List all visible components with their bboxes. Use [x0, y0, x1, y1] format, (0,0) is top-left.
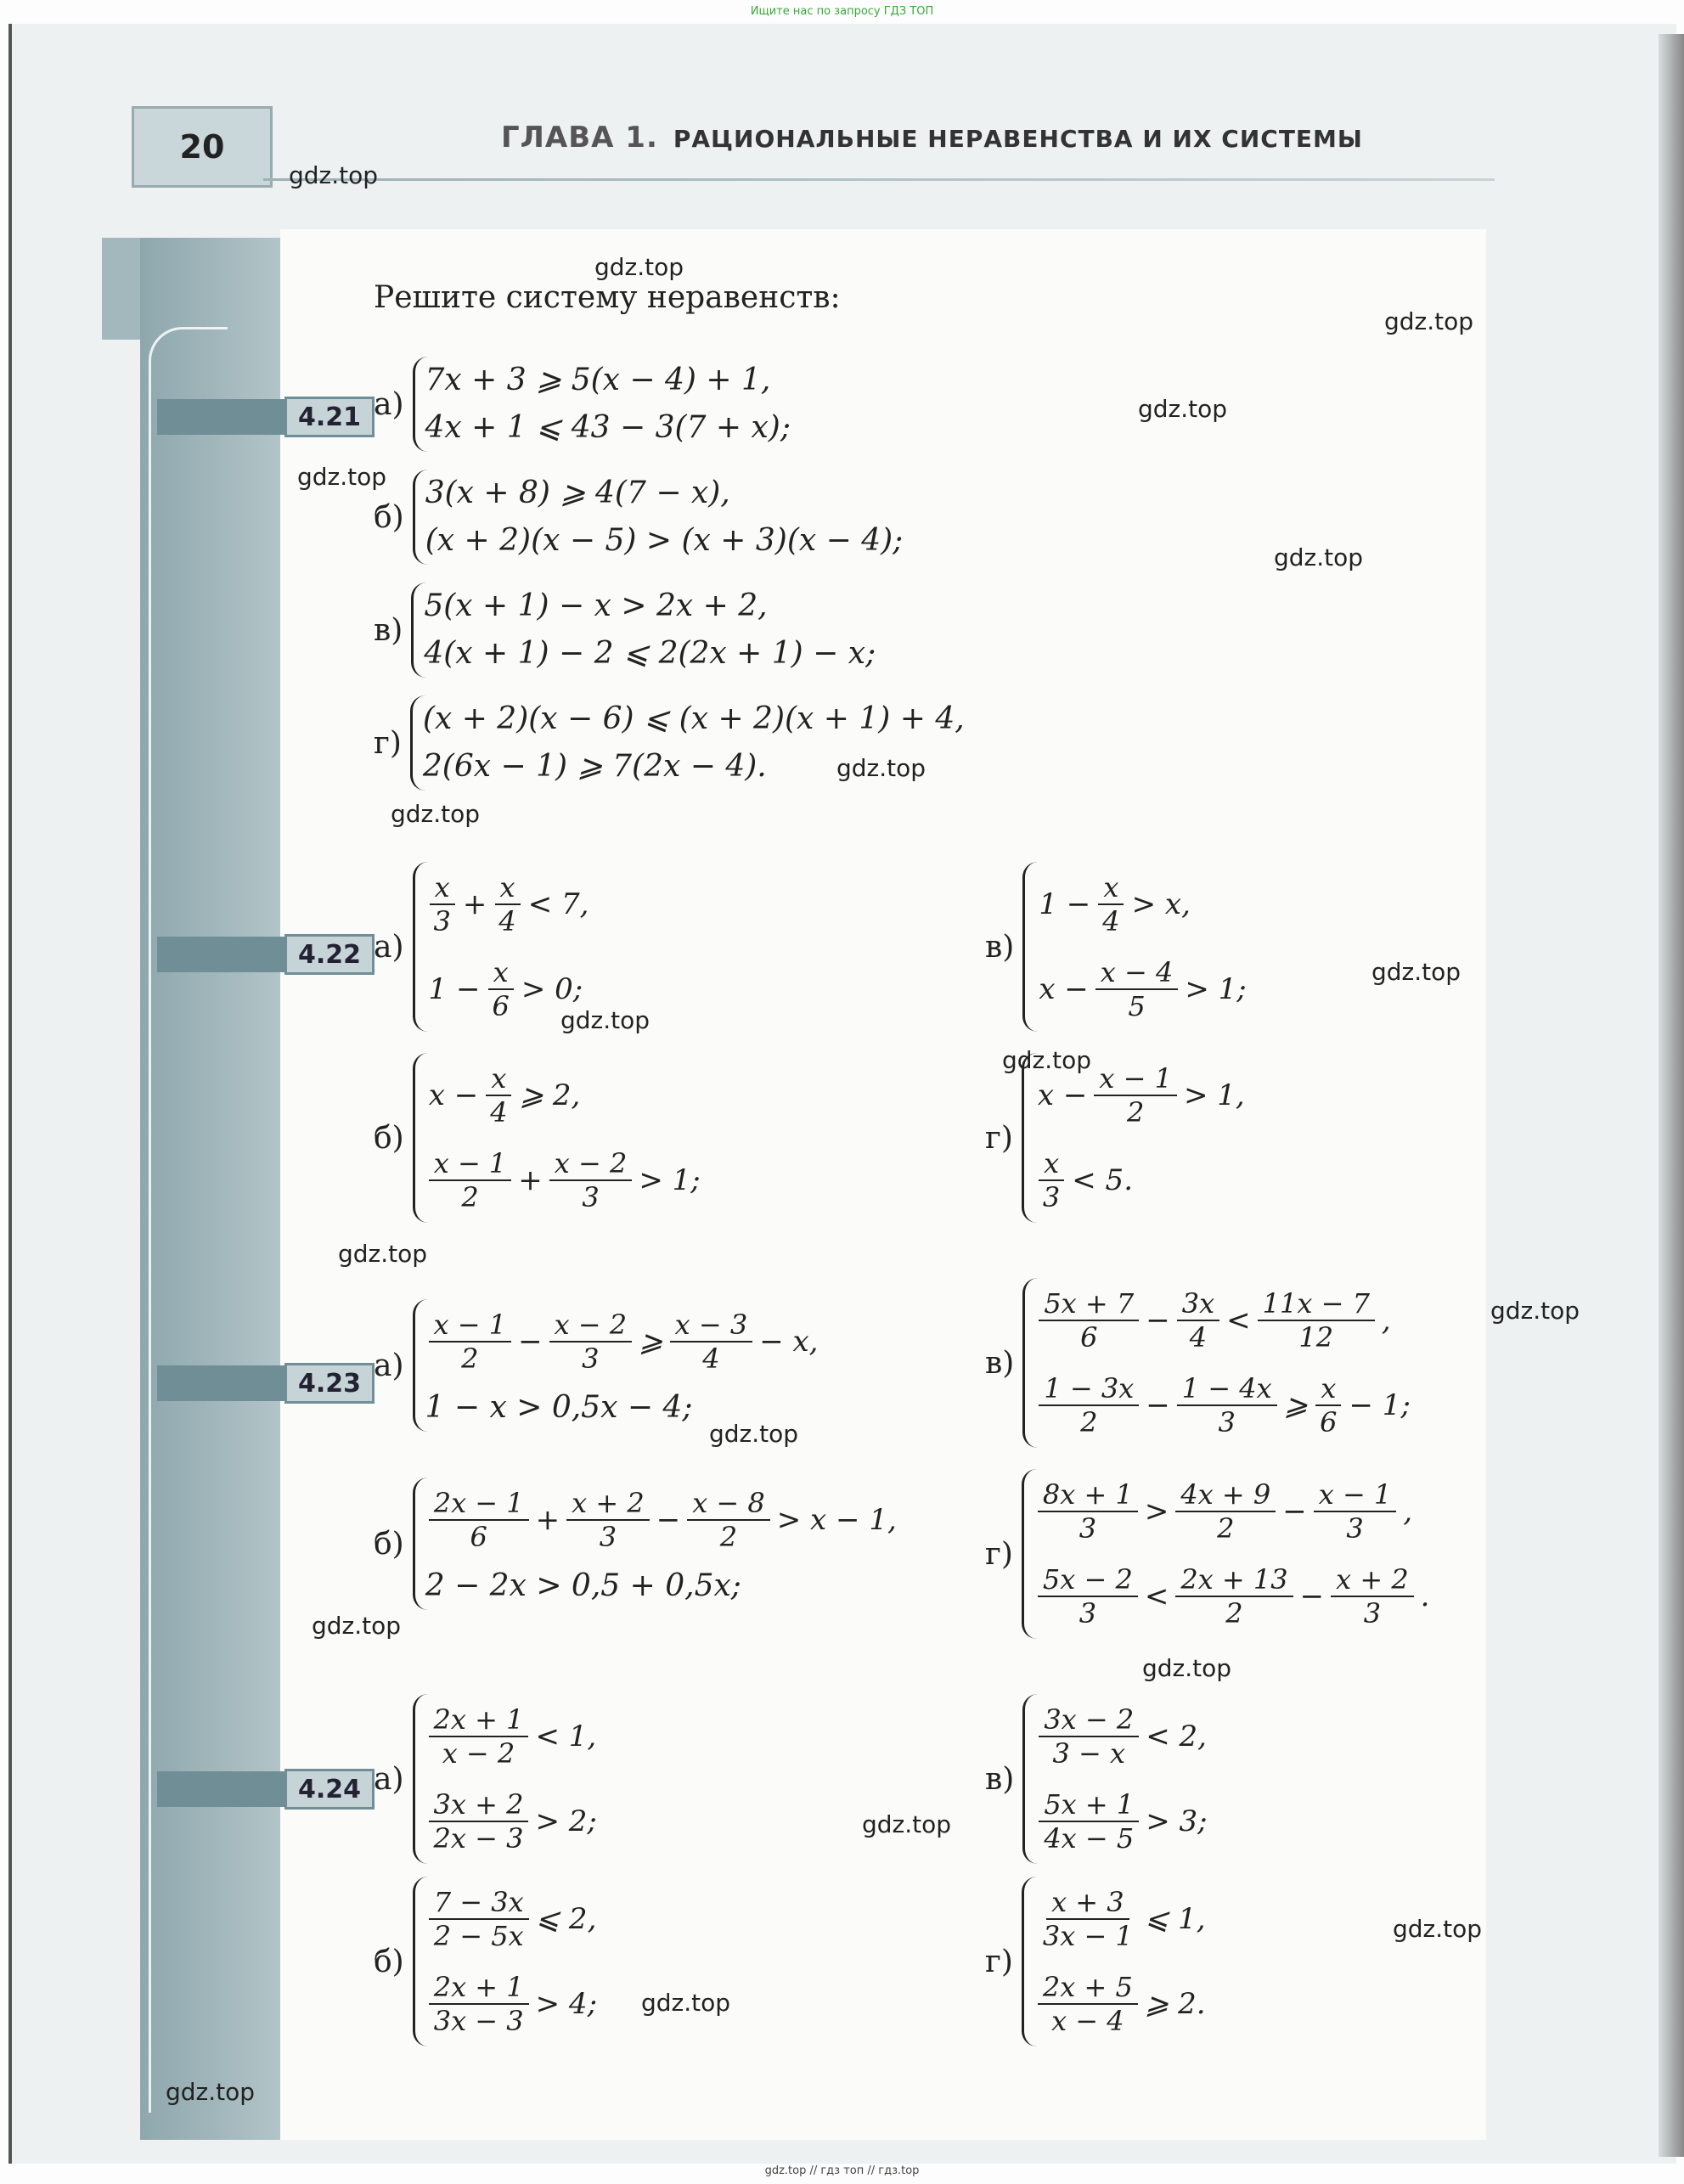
operator: −	[1299, 1579, 1325, 1613]
inequality: 5(x + 1) − x > 2x + 2,	[424, 588, 768, 623]
content-curve	[149, 327, 228, 2113]
inequality: 2(6x − 1) ⩾ 7(2x − 4).	[422, 749, 767, 784]
problem-number: 4.22	[284, 934, 375, 975]
inequality	[1035, 1779, 1210, 1864]
numerator: 2x + 1	[429, 1971, 529, 2005]
top-search-hint[interactable]: Ищите нас по запросу ГДЗ ТОП	[750, 5, 934, 18]
inequality-head: x −	[1039, 972, 1089, 1006]
inequality	[1035, 1278, 1414, 1363]
fraction	[1094, 1062, 1177, 1129]
fraction	[1095, 956, 1179, 1022]
system-brace	[413, 1478, 900, 1610]
inequality	[425, 1877, 600, 1962]
numerator: x − 2	[549, 1147, 633, 1181]
denominator: 6	[1320, 1406, 1338, 1438]
watermark: gdz.top	[1142, 1654, 1232, 1682]
part-label: б)	[374, 1944, 404, 1979]
fraction	[429, 1971, 529, 2037]
fraction	[1175, 1478, 1276, 1545]
numerator: 2x + 13	[1175, 1563, 1293, 1597]
denominator: 3x − 3	[433, 2005, 524, 2037]
system-4-23-g	[985, 1469, 1433, 1639]
operator: +	[535, 1503, 560, 1537]
denominator: 3	[1079, 1597, 1097, 1630]
fraction	[1038, 1563, 1138, 1630]
header-rule	[263, 178, 1495, 181]
inequality	[1034, 1138, 1248, 1223]
fraction	[429, 1788, 529, 1855]
watermark: gdz.top	[1371, 958, 1462, 986]
denominator: 2x − 3	[433, 1822, 524, 1855]
denominator: 2	[1217, 1512, 1235, 1545]
inequality	[425, 1694, 600, 1779]
inequality-tail: ⩽ 2,	[535, 1902, 597, 1936]
part-label: а)	[374, 929, 404, 965]
system-4-23-v	[985, 1278, 1414, 1448]
inequality	[425, 862, 593, 947]
system-brace	[1022, 1278, 1414, 1448]
inequality-tail: > 0;	[521, 972, 583, 1006]
denominator: x − 4	[1051, 2005, 1124, 2037]
denominator: 3	[582, 1342, 600, 1375]
operator: <	[1144, 1579, 1169, 1613]
denominator: 3	[1042, 1181, 1061, 1213]
inequality-tail: ⩽ 1,	[1144, 1902, 1206, 1936]
system-4-24-b	[374, 1877, 600, 2046]
fraction	[1038, 1886, 1138, 1952]
fraction	[1038, 1478, 1138, 1545]
inequality-tail: > x − 1,	[776, 1503, 897, 1537]
part-label: б)	[374, 1526, 404, 1562]
system-4-22-a	[374, 862, 592, 1032]
operator: ⩾	[639, 1325, 663, 1359]
inequality-head: x −	[1037, 1078, 1088, 1112]
numerator: x	[1315, 1372, 1341, 1406]
denominator: 6	[470, 1521, 487, 1553]
operator: −	[656, 1503, 681, 1537]
inequality-tail: .	[1420, 1579, 1430, 1613]
numerator: x	[486, 1062, 511, 1096]
numerator: x − 1	[429, 1309, 512, 1342]
inequality	[425, 1053, 704, 1138]
part-label: в)	[374, 612, 403, 648]
system-4-22-v	[985, 862, 1250, 1032]
fraction	[549, 1147, 633, 1213]
fraction	[429, 1487, 529, 1553]
inequality	[425, 1962, 600, 2046]
inequality: 1 − x > 0,5x − 4;	[425, 1390, 693, 1425]
operator: ⩾	[1283, 1388, 1309, 1422]
part-label: б)	[374, 499, 404, 535]
system-brace	[1022, 1694, 1210, 1864]
system-brace	[411, 583, 876, 678]
numerator: 1 − 4x	[1177, 1372, 1277, 1406]
inequality-tail: < 2,	[1146, 1720, 1207, 1753]
numerator: 5x − 2	[1038, 1563, 1138, 1597]
system-4-22-b	[374, 1053, 704, 1223]
numerator: 5x + 7	[1039, 1287, 1139, 1321]
fraction	[487, 956, 514, 1022]
system-4-22-g	[985, 1053, 1248, 1223]
part-label: в)	[985, 929, 1015, 965]
part-label: г)	[374, 725, 402, 761]
inequality	[1034, 1554, 1433, 1639]
numerator: x − 4	[1095, 956, 1179, 990]
denominator: 4	[490, 1096, 508, 1129]
instruction-text: Решите систему неравенств:	[374, 280, 841, 315]
inequality-tail: ,	[1381, 1303, 1391, 1337]
operator: >	[1144, 1494, 1169, 1528]
watermark: gdz.top	[1002, 1046, 1092, 1074]
page-edge	[1659, 34, 1684, 2157]
bottom-site-links[interactable]: gdz.top // гдз топ // гдз.top	[764, 2164, 920, 2177]
watermark: gdz.top	[641, 1989, 731, 2017]
operator: <	[1226, 1303, 1251, 1337]
watermark: gdz.top	[391, 800, 481, 828]
inequality	[1035, 1363, 1414, 1448]
numerator: x + 3	[1046, 1886, 1129, 1920]
watermark: gdz.top	[709, 1420, 799, 1448]
inequality-tail: > 4;	[535, 1987, 598, 2021]
system-brace	[1022, 1877, 1209, 2046]
numerator: 3x	[1177, 1287, 1219, 1321]
numerator: x − 2	[549, 1309, 633, 1342]
fraction	[1175, 1563, 1293, 1630]
part-label: а)	[374, 1761, 404, 1797]
denominator: 12	[1298, 1321, 1334, 1354]
inequality-tail: ⩾ 2.	[1144, 1987, 1206, 2021]
system-4-21-a	[374, 357, 791, 452]
system-4-24-g	[985, 1877, 1209, 2046]
system-4-24-a	[374, 1694, 600, 1864]
numerator: x + 2	[566, 1487, 650, 1521]
denominator: 2	[719, 1521, 738, 1553]
numerator: 2x − 1	[429, 1487, 529, 1521]
fraction	[485, 1062, 512, 1129]
system-brace	[413, 1053, 704, 1223]
denominator: 4	[498, 905, 516, 937]
part-label: а)	[374, 386, 404, 422]
inequality: (x + 2)(x − 5) > (x + 3)(x − 4);	[425, 523, 904, 558]
part-label: а)	[374, 1348, 404, 1383]
problem-tag-bar	[157, 1771, 284, 1807]
page-number: 20	[179, 128, 225, 166]
inequality-tail: − 1;	[1349, 1388, 1411, 1422]
system-4-21-b	[374, 470, 903, 565]
inequality: 3(x + 8) ⩾ 4(7 − x),	[425, 476, 730, 510]
inequality-head: x −	[428, 1078, 479, 1112]
system-4-23-b	[374, 1478, 900, 1610]
watermark: gdz.top	[1384, 307, 1474, 335]
denominator: 4	[702, 1342, 720, 1375]
inequality-head: 1 −	[428, 972, 481, 1006]
page-number-box	[132, 106, 273, 188]
numerator: 5x + 1	[1039, 1788, 1139, 1822]
fraction	[429, 1147, 512, 1213]
fraction	[1039, 1287, 1139, 1354]
watermark: gdz.top	[1393, 1915, 1483, 1943]
inequality-tail: ,	[1403, 1494, 1413, 1528]
inequality	[425, 1138, 704, 1223]
fraction	[1315, 1372, 1342, 1438]
denominator: 6	[1080, 1321, 1098, 1354]
system-brace	[413, 357, 791, 452]
fraction	[493, 871, 521, 937]
problem-number: 4.24	[284, 1769, 375, 1810]
watermark: gdz.top	[1490, 1297, 1580, 1325]
numerator: 3x − 2	[1039, 1703, 1139, 1737]
numerator: 2x + 5	[1038, 1971, 1138, 2005]
inequality	[1035, 862, 1249, 947]
fraction	[566, 1487, 650, 1553]
inequality-tail: < 5.	[1072, 1163, 1134, 1197]
denominator: 4x − 5	[1044, 1822, 1135, 1855]
watermark: gdz.top	[836, 754, 926, 782]
inequality-tail: > 1,	[1183, 1078, 1245, 1112]
inequality	[1035, 947, 1249, 1032]
denominator: 6	[492, 990, 510, 1022]
denominator: 3 − x	[1052, 1737, 1126, 1770]
inequality	[425, 1478, 900, 1562]
inequality-tail: > 1;	[639, 1163, 701, 1197]
watermark: gdz.top	[289, 161, 379, 189]
denominator: 3	[433, 905, 451, 937]
system-brace	[413, 1694, 600, 1864]
inequality	[1034, 1469, 1433, 1554]
inequality-tail: > 1;	[1185, 972, 1247, 1006]
part-label: в)	[985, 1761, 1015, 1797]
inequality-head: 1 −	[1039, 887, 1091, 921]
numerator: 11x − 7	[1258, 1287, 1375, 1321]
fraction	[1097, 871, 1124, 937]
numerator: x − 1	[1314, 1478, 1397, 1512]
fraction	[429, 1703, 529, 1770]
problem-tag-bar	[157, 937, 284, 972]
numerator: x	[488, 956, 514, 990]
watermark: gdz.top	[594, 253, 684, 281]
operator: −	[1146, 1388, 1170, 1422]
watermark: gdz.top	[297, 463, 387, 491]
system-4-21-v	[374, 583, 876, 678]
denominator: 2 − 5x	[433, 1920, 524, 1952]
watermark: gdz.top	[862, 1810, 952, 1838]
denominator: 3	[1363, 1597, 1382, 1630]
denominator: 3	[1346, 1512, 1364, 1545]
denominator: 2	[461, 1342, 479, 1375]
watermark: gdz.top	[1138, 395, 1228, 423]
inequality	[1035, 1694, 1210, 1779]
system-brace	[1022, 862, 1249, 1032]
chapter-label: ГЛАВА 1.	[501, 121, 658, 155]
fraction	[1039, 1372, 1139, 1438]
numerator: x − 3	[670, 1309, 753, 1342]
numerator: 1 − 3x	[1039, 1372, 1139, 1406]
problem-number: 4.23	[284, 1363, 375, 1404]
inequality	[425, 1299, 822, 1384]
denominator: 3	[599, 1521, 617, 1553]
inequality	[1034, 1877, 1209, 1962]
operator: −	[1146, 1303, 1170, 1337]
watermark: gdz.top	[312, 1612, 402, 1640]
numerator: x	[1098, 871, 1124, 905]
denominator: 2	[1225, 1597, 1243, 1630]
problem-tag-bar	[157, 399, 284, 435]
system-brace	[413, 1877, 600, 2046]
denominator: x − 2	[442, 1737, 515, 1770]
fraction	[1038, 1971, 1138, 2037]
numerator: x + 2	[1331, 1563, 1414, 1597]
inequality: 7x + 3 ⩾ 5(x − 4) + 1,	[425, 363, 771, 397]
numerator: x	[430, 871, 455, 905]
inequality-tail: > 3;	[1146, 1804, 1208, 1838]
system-4-24-v	[985, 1694, 1211, 1864]
chapter-title: РАЦИОНАЛЬНЫЕ НЕРАВЕНСТВА И ИХ СИСТЕМЫ	[673, 125, 1363, 153]
inequality-tail: − x,	[759, 1325, 819, 1359]
part-label: б)	[374, 1120, 404, 1156]
denominator: 4	[1102, 905, 1120, 937]
problem-tag-4-23	[157, 1363, 375, 1404]
inequality-tail: < 1,	[535, 1720, 597, 1753]
inequality-tail: > 2;	[535, 1804, 597, 1838]
denominator: 3	[1079, 1512, 1097, 1545]
fraction	[1331, 1563, 1414, 1630]
denominator: 4	[1189, 1321, 1208, 1354]
operator: −	[1282, 1494, 1307, 1528]
inequality: 4(x + 1) − 2 ⩽ 2(2x + 1) − x;	[424, 636, 876, 671]
numerator: 4x + 9	[1175, 1478, 1276, 1512]
inequality: 4x + 1 ⩽ 43 − 3(7 + x);	[425, 410, 791, 445]
inequality	[425, 1779, 600, 1864]
fraction	[1177, 1372, 1277, 1438]
fraction	[1177, 1287, 1219, 1354]
denominator: 5	[1128, 990, 1146, 1022]
inequality: (x + 2)(x − 6) ⩽ (x + 2)(x + 1) + 4,	[422, 701, 965, 736]
operator: −	[518, 1325, 543, 1359]
watermark: gdz.top	[560, 1006, 651, 1034]
fraction	[429, 1309, 512, 1375]
watermark: gdz.top	[166, 2078, 256, 2106]
numerator: 2x + 1	[429, 1703, 529, 1737]
denominator: 3x − 1	[1042, 1920, 1133, 1952]
inequality-tail: ⩾ 2,	[519, 1078, 581, 1112]
numerator: x − 1	[1094, 1062, 1177, 1096]
system-brace	[1022, 1053, 1248, 1223]
inequality	[1034, 1962, 1209, 2046]
fraction	[549, 1309, 633, 1375]
fraction	[1038, 1147, 1065, 1213]
denominator: 2	[1080, 1406, 1098, 1438]
system-brace	[413, 470, 904, 565]
system-brace	[413, 1299, 822, 1432]
numerator: 8x + 1	[1038, 1478, 1138, 1512]
watermark: gdz.top	[1274, 543, 1364, 571]
numerator: x	[495, 871, 521, 905]
fraction	[670, 1309, 753, 1375]
numerator: x − 8	[687, 1487, 770, 1521]
fraction	[1258, 1287, 1375, 1354]
denominator: 2	[461, 1181, 479, 1213]
fraction	[1314, 1478, 1397, 1545]
problem-tag-4-24	[157, 1769, 375, 1810]
part-label: г)	[985, 1536, 1013, 1572]
fraction	[687, 1487, 770, 1553]
numerator: x − 1	[429, 1147, 512, 1181]
fraction	[429, 871, 456, 937]
fraction	[1039, 1788, 1139, 1855]
denominator: 3	[582, 1181, 600, 1213]
denominator: 2	[1126, 1096, 1145, 1129]
part-label: г)	[985, 1944, 1013, 1979]
inequality-tail: > x,	[1131, 887, 1191, 921]
problem-number: 4.21	[284, 397, 375, 437]
system-4-23-a	[374, 1299, 821, 1432]
problem-tag-bar	[157, 1365, 284, 1401]
part-label: г)	[985, 1120, 1013, 1156]
fraction	[429, 1886, 529, 1952]
numerator: x	[1039, 1147, 1064, 1181]
chapter-header	[501, 121, 1363, 155]
inequality: 2 − 2x > 0,5 + 0,5x;	[425, 1568, 741, 1603]
numerator: 7 − 3x	[429, 1886, 529, 1920]
fraction	[1039, 1703, 1139, 1770]
system-brace	[1022, 1469, 1433, 1639]
problem-tag-4-21	[157, 397, 375, 437]
denominator: 3	[1218, 1406, 1236, 1438]
part-label: в)	[985, 1345, 1015, 1381]
problem-tag-4-22	[157, 934, 375, 975]
numerator: 3x + 2	[429, 1788, 529, 1822]
watermark: gdz.top	[338, 1240, 428, 1268]
operator: +	[518, 1163, 543, 1197]
inequality-tail: < 7,	[527, 887, 589, 921]
operator: +	[462, 887, 487, 921]
